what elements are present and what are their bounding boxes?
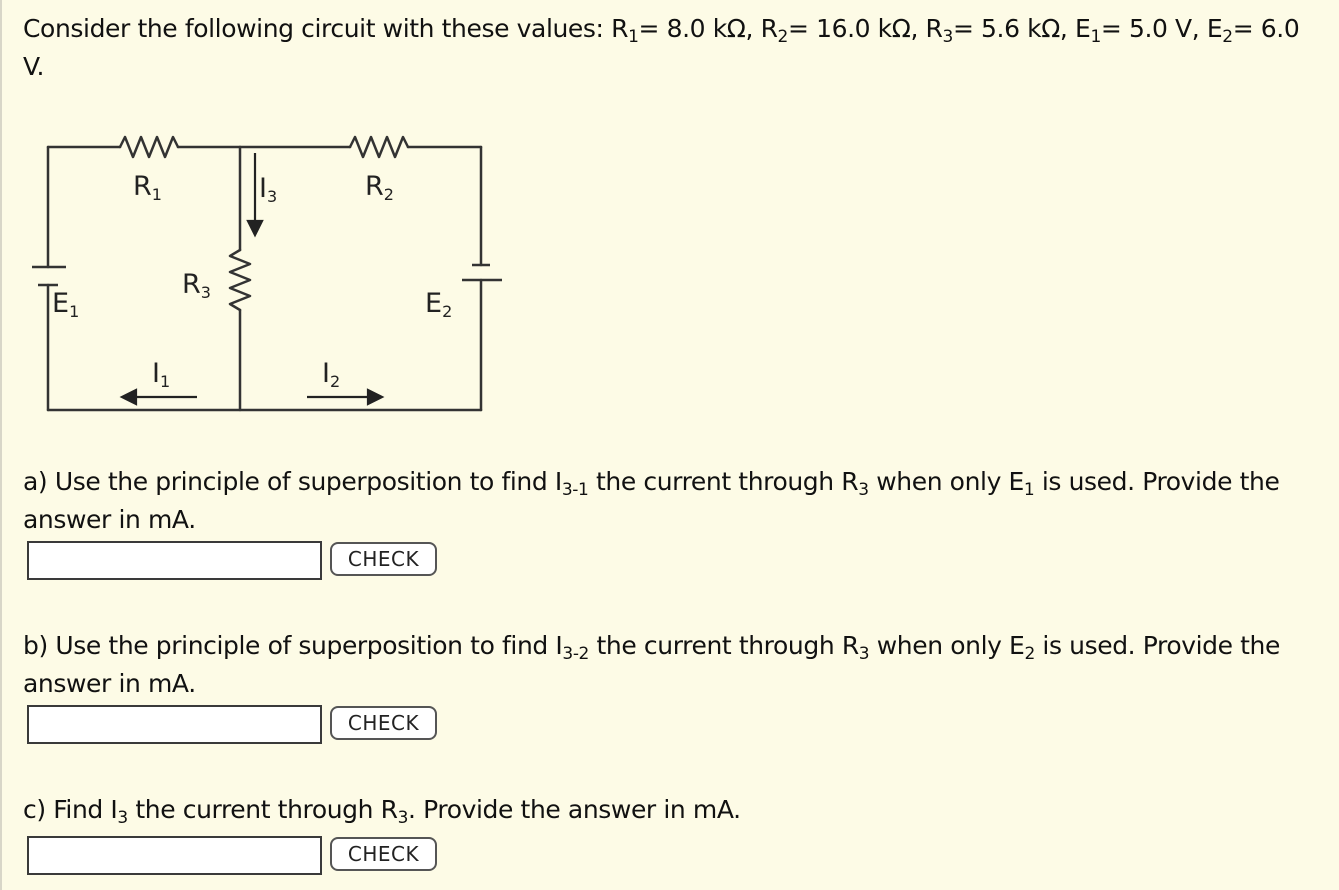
question-a: a) Use the principle of superposition to find $I_{3-1}$ the current through $R_3$ when only $E_1$ is used. Provide the answer in mA. <box>23 467 1280 534</box>
answer-input-a[interactable] <box>27 541 322 580</box>
answer-input-b[interactable] <box>27 705 322 744</box>
check-button-b[interactable]: CHECK <box>330 706 437 740</box>
label-r2: R2 <box>365 171 394 204</box>
check-button-a[interactable]: CHECK <box>330 542 437 576</box>
label-i2: I2 <box>322 358 341 391</box>
arrow-i1-icon <box>122 390 197 404</box>
problem-statement: Consider the following circuit with these values: $R_1= 8.0$ kΩ, $R_2= 16.0$ kΩ, $R_3= 5.6$ kΩ, $E_1= 5.0$ V, $E_2= 6.0$ V. <box>23 14 1300 81</box>
label-e2: E2 <box>425 288 453 321</box>
question-b: b) Use the principle of superposition to find $I_{3-2}$ the current through $R_3$ when only $E_2$ is used. Provide the answer in mA. <box>23 631 1280 698</box>
label-r3: R3 <box>182 269 211 302</box>
battery-e1-icon <box>32 267 66 285</box>
answer-input-c[interactable] <box>27 836 322 875</box>
label-i1: I1 <box>152 358 171 391</box>
battery-e2-icon <box>462 265 502 280</box>
label-r1: R1 <box>133 171 162 204</box>
label-e1: E1 <box>52 288 80 321</box>
circuit-diagram <box>32 125 522 425</box>
arrow-i2-icon <box>307 390 382 404</box>
label-i3: I3 <box>259 173 278 206</box>
question-c: c) Find $I_3$ the current through $R_3$. Provide the answer in mA. <box>23 795 741 828</box>
check-button-c[interactable]: CHECK <box>330 837 437 871</box>
